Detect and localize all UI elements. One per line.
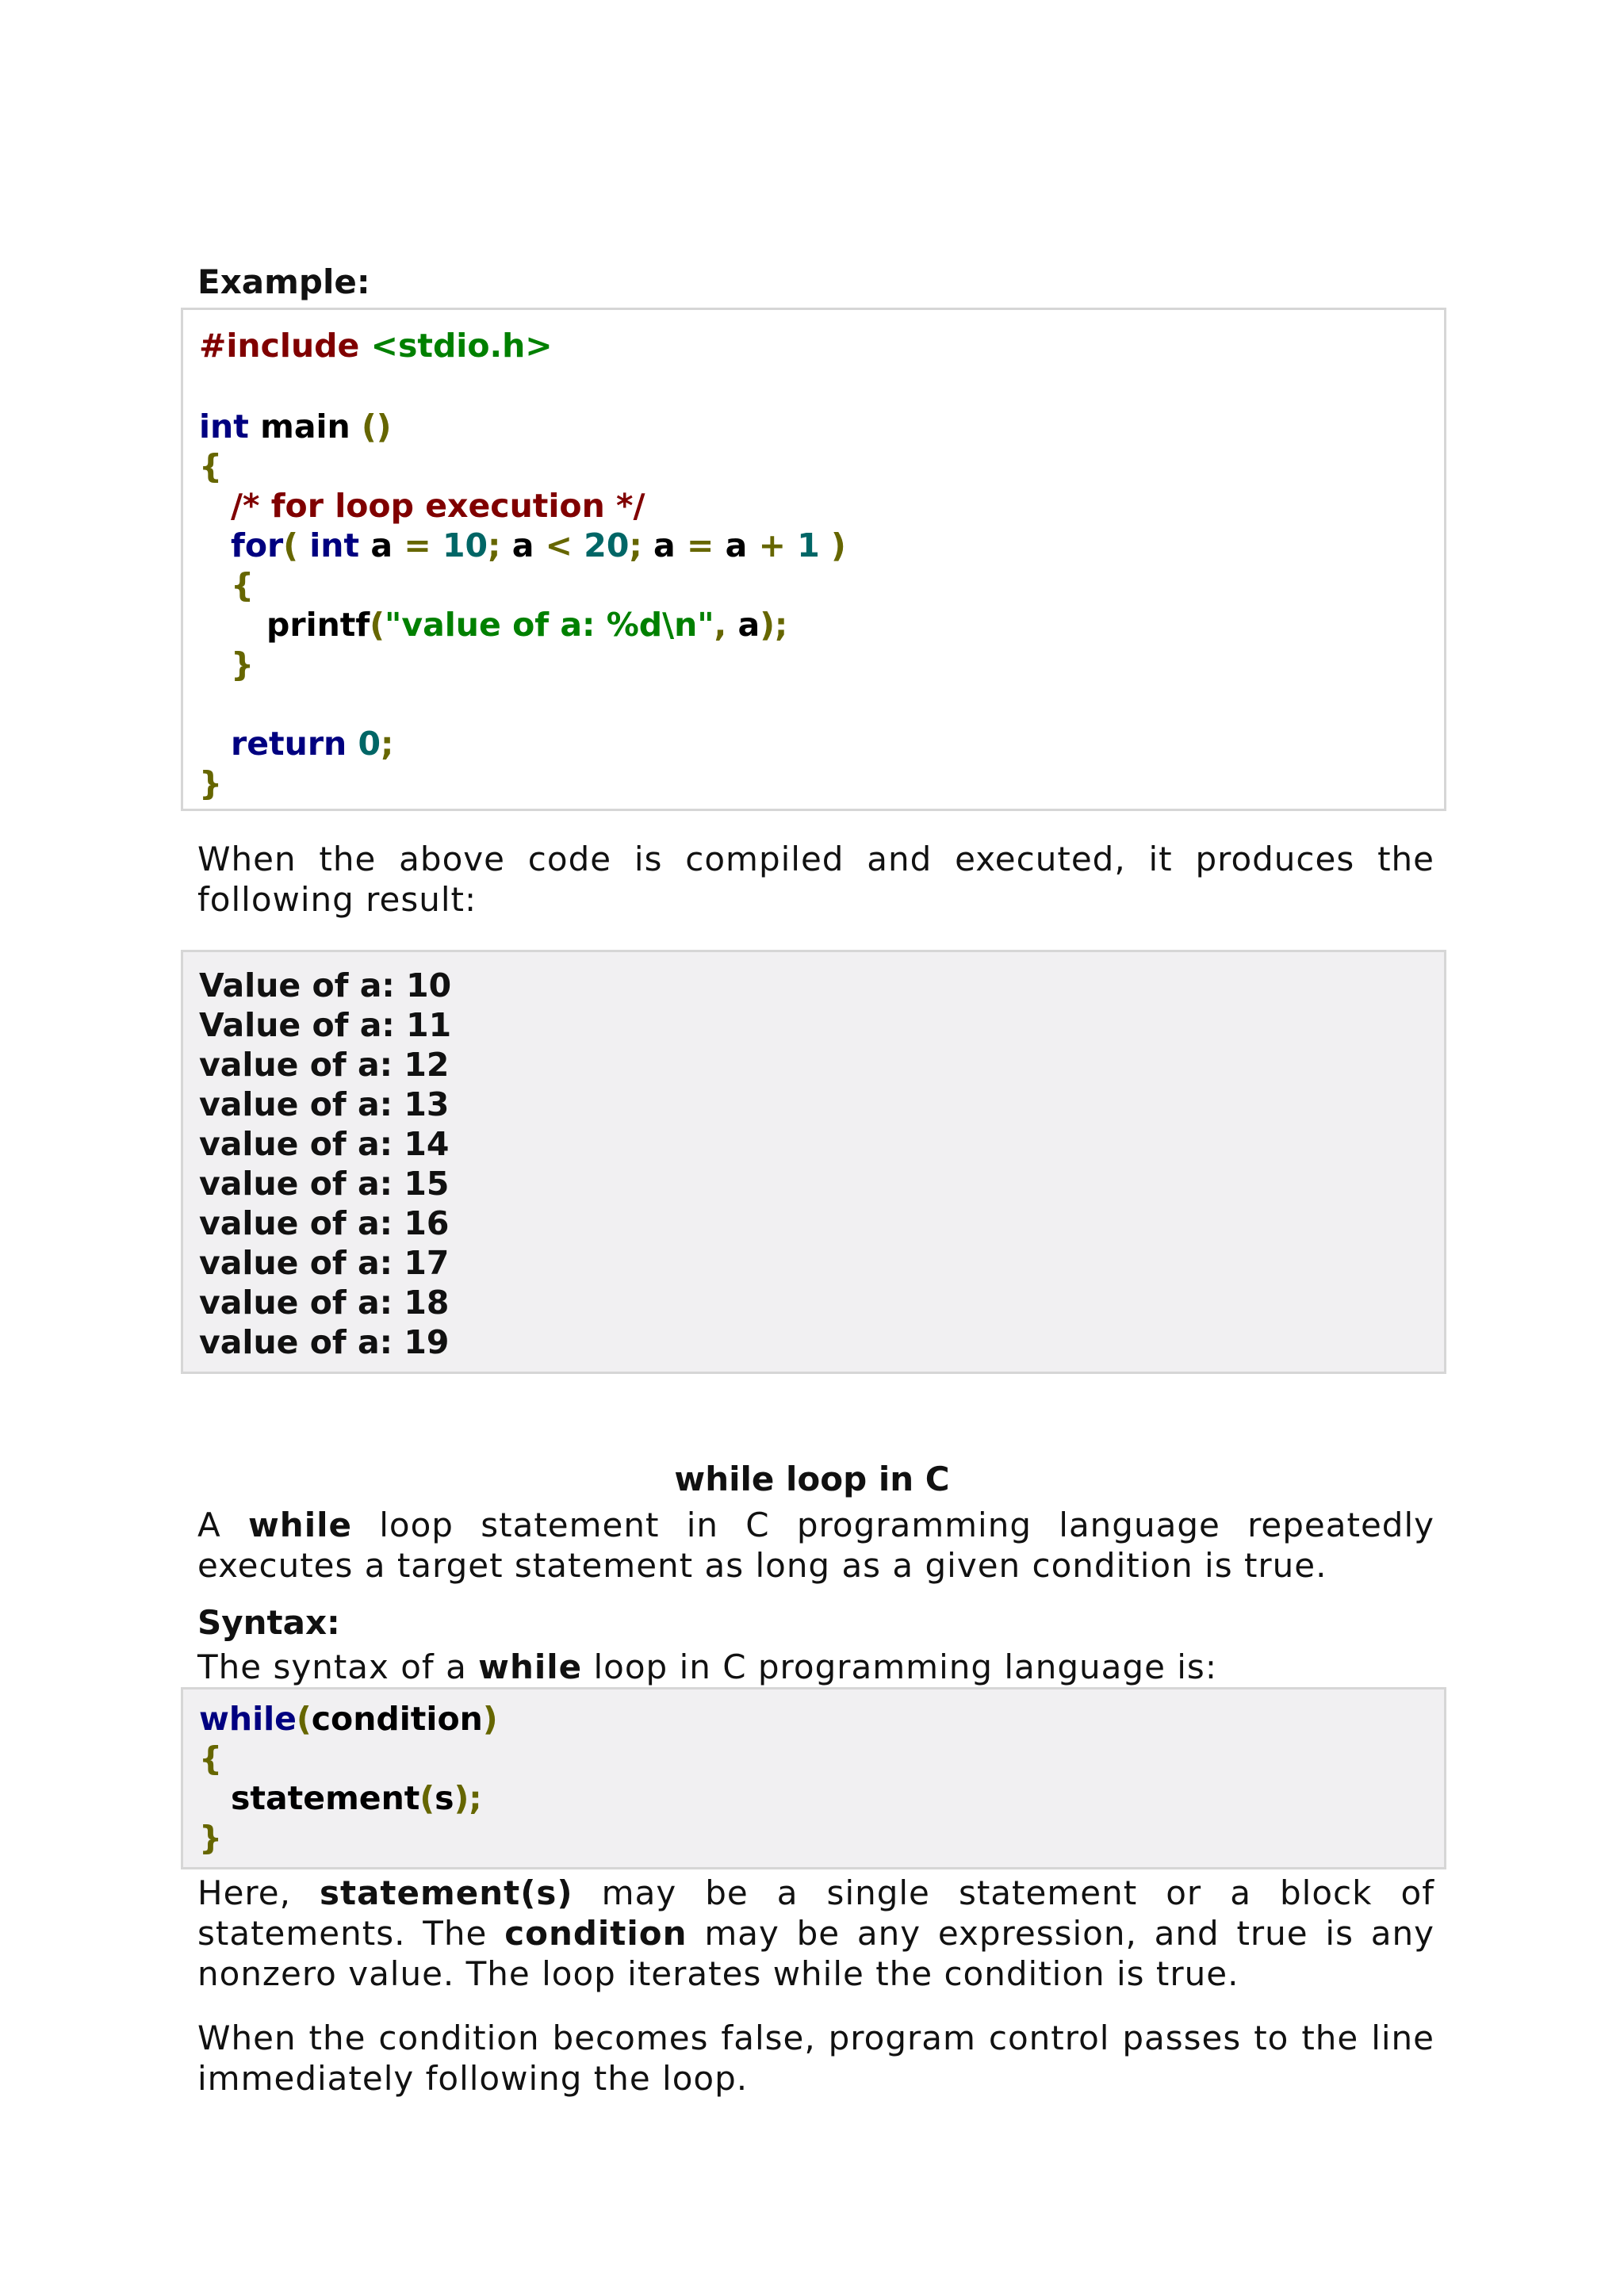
section-title: while loop in C: [674, 1460, 950, 1498]
code-line-return: return 0;: [231, 725, 394, 763]
output-line: Value of a: 10: [199, 966, 452, 1004]
syntax-intro-paragraph: The syntax of a while loop in C programming language is:: [197, 1647, 1217, 1686]
explanation-paragraph: Here, statement(s) may be a single statement or a block of statements. The condition may be any expression, and true is any nonzero value. The loop iterates while the condition is true.: [197, 1873, 1434, 1993]
code-line-main: int main (): [199, 408, 392, 446]
code-line-for: for( int a = 10; a < 20; a = a + 1 ): [231, 526, 846, 564]
output-line: value of a: 19: [199, 1323, 450, 1361]
code-line-inner-open: {: [231, 566, 255, 604]
code-line-inner-close: }: [231, 645, 255, 683]
output-block: [181, 950, 1446, 1374]
output-line: value of a: 15: [199, 1165, 450, 1203]
code-line-close-brace: }: [199, 764, 223, 802]
output-line: value of a: 14: [199, 1125, 450, 1163]
code-line-open-brace: {: [199, 1739, 223, 1777]
example-heading: Example:: [197, 262, 370, 301]
code-line-printf: printf("value of a: %d\n", a);: [266, 606, 788, 644]
output-line: Value of a: 11: [199, 1006, 452, 1044]
code-line-statement: statement(s);: [231, 1779, 482, 1817]
false-condition-paragraph: When the condition becomes false, program control passes to the line immediately following the loop.: [197, 2019, 1434, 2098]
while-intro-paragraph: A while loop statement in C programming language repeatedly executes a target statement as long as a given condition is true.: [197, 1506, 1434, 1585]
syntax-heading: Syntax:: [197, 1603, 340, 1642]
code-line-include: #include <stdio.h>: [199, 327, 553, 365]
output-line: value of a: 13: [199, 1085, 450, 1123]
code-block-while-syntax: [181, 1687, 1446, 1869]
code-line-comment: /* for loop execution */: [231, 487, 645, 525]
code-line-open-brace: {: [199, 447, 223, 485]
output-line: value of a: 16: [199, 1204, 450, 1242]
result-intro-paragraph: When the above code is compiled and executed, it produces the following result:: [197, 840, 1434, 919]
code-line-close-brace: }: [199, 1819, 223, 1857]
code-line-while: while(condition): [199, 1700, 498, 1738]
output-line: value of a: 18: [199, 1284, 450, 1322]
code-block-for-example: [181, 308, 1446, 811]
output-line: value of a: 17: [199, 1244, 450, 1282]
output-line: value of a: 12: [199, 1046, 450, 1084]
